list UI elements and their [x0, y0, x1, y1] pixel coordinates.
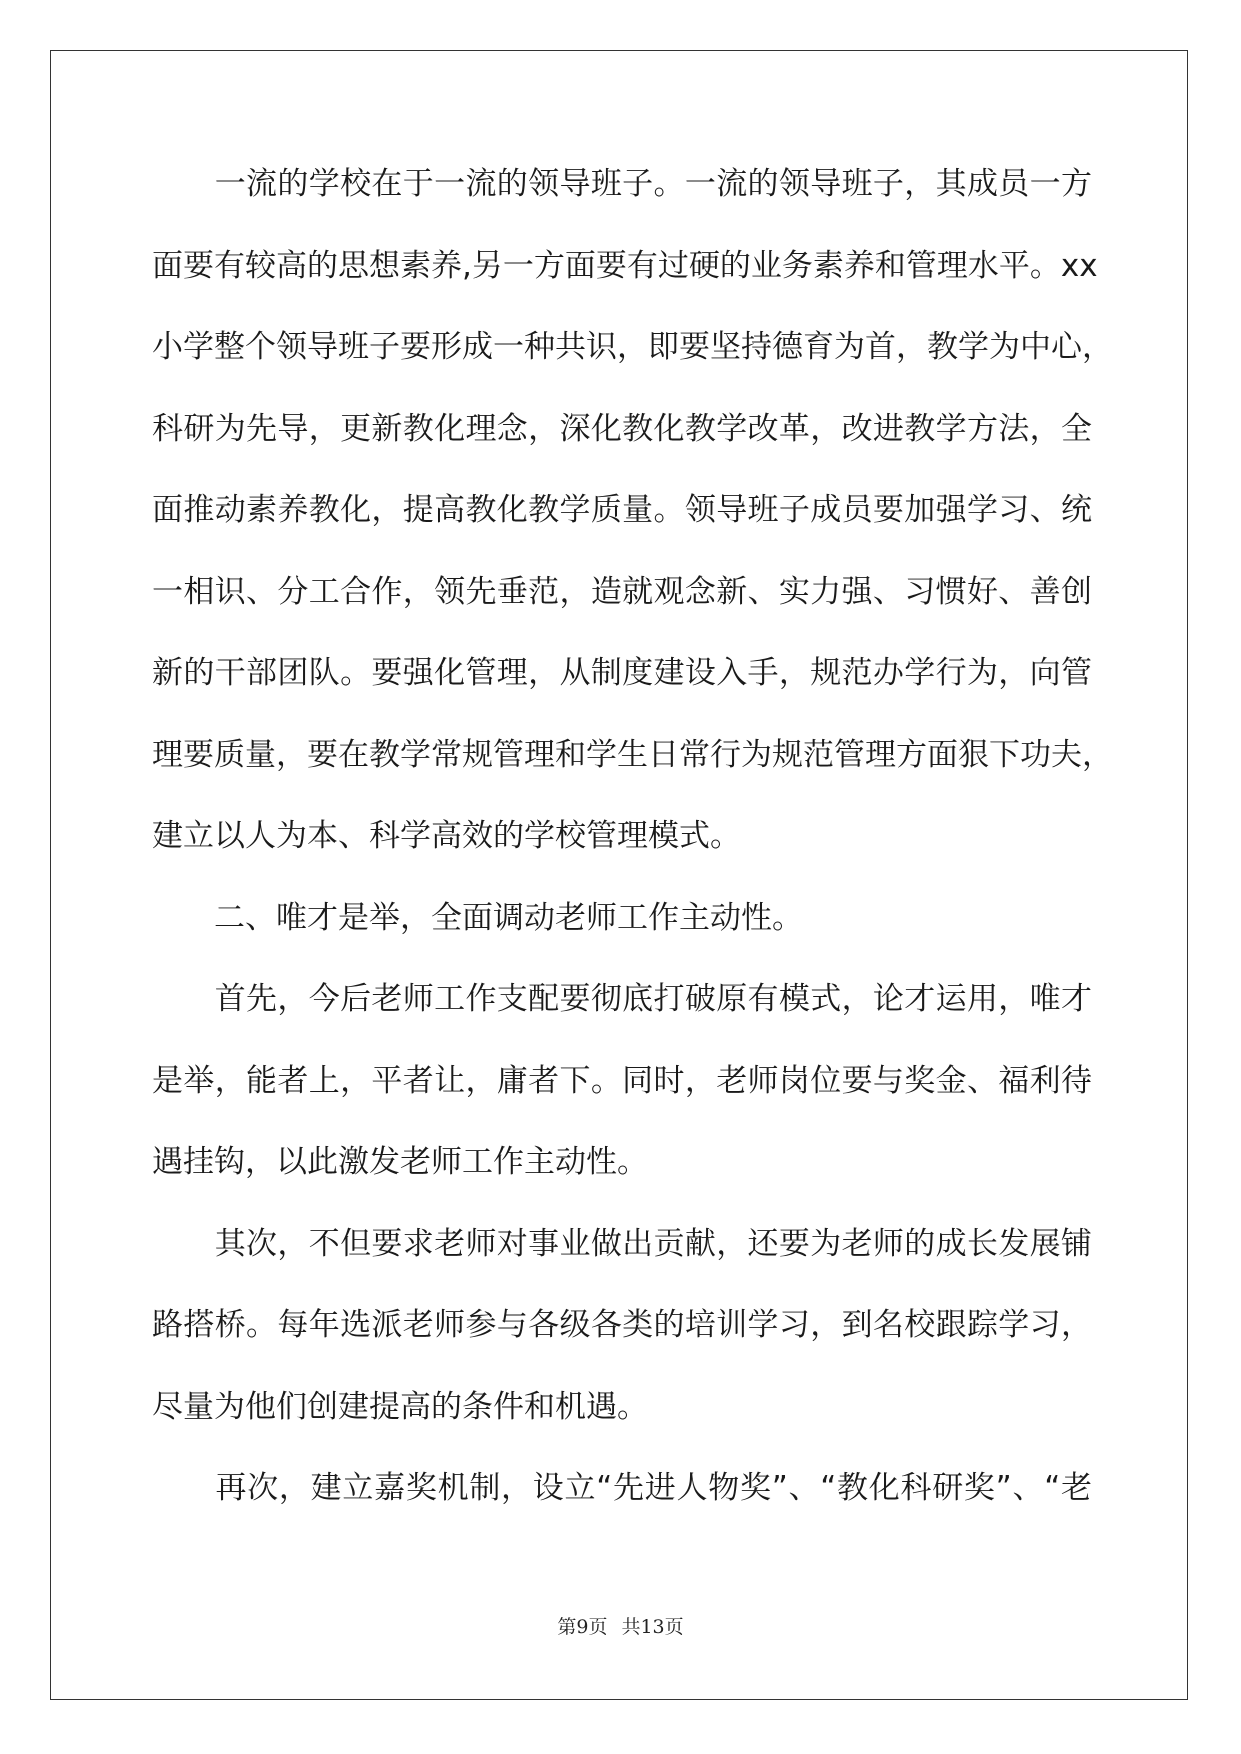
text-line: 面推动素养教化，提高教化教学质量。领导班子成员要加强学习、统 — [152, 492, 1092, 528]
text-line: 小学整个领导班子要形成一种共识，即要坚持德育为首，教学为中心， — [152, 329, 1113, 365]
text-line: 建立以人为本、科学高效的学校管理模式。 — [152, 818, 741, 854]
text-line: 遇挂钩，以此激发老师工作主动性。 — [152, 1144, 648, 1180]
text-line: 其次，不但要求老师对事业做出贡献，还要为老师的成长发展铺 — [152, 1225, 1092, 1262]
document-body — [152, 159, 1113, 1545]
text-line: 首先，今后老师工作支配要彻底打破原有模式，论才运用，唯才 — [152, 981, 1092, 1017]
text-line: 一相识、分工合作，领先垂范，造就观念新、实力强、习惯好、善创 — [152, 573, 1092, 610]
text-line: 新的干部团队。要强化管理，从制度建设入手，规范办学行为，向管 — [152, 655, 1092, 691]
text-line: 尽量为他们创建提高的条件和机遇。 — [152, 1388, 648, 1425]
text-line: 面要有较高的思想素养,另一方面要有过硬的业务素养和管理水平。xx — [152, 247, 1098, 284]
text-line: 科研为先导，更新教化理念，深化教化教学改革，改进教学方法，全 — [152, 410, 1092, 447]
text-line: 理要质量，要在教学常规管理和学生日常行为规范管理方面狠下功夫， — [152, 736, 1113, 773]
text-line: 一流的学校在于一流的领导班子。一流的领导班子，其成员一方 — [152, 166, 1092, 202]
section-heading: 二、唯才是举，全面调动老师工作主动性。 — [152, 899, 803, 936]
text-line: 是举，能者上，平者让，庸者下。同时，老师岗位要与奖金、福利待 — [152, 1062, 1092, 1099]
page-total: 共13页 — [621, 1616, 684, 1638]
page-footer — [0, 1612, 1241, 1639]
text-line: 路搭桥。每年选派老师参与各级各类的培训学习，到名校跟踪学习， — [152, 1307, 1092, 1343]
page-number: 第9页 — [557, 1616, 608, 1638]
text-line: 再次，建立嘉奖机制，设立“先进人物奖”、“教化科研奖”、“老 — [152, 1470, 1092, 1506]
